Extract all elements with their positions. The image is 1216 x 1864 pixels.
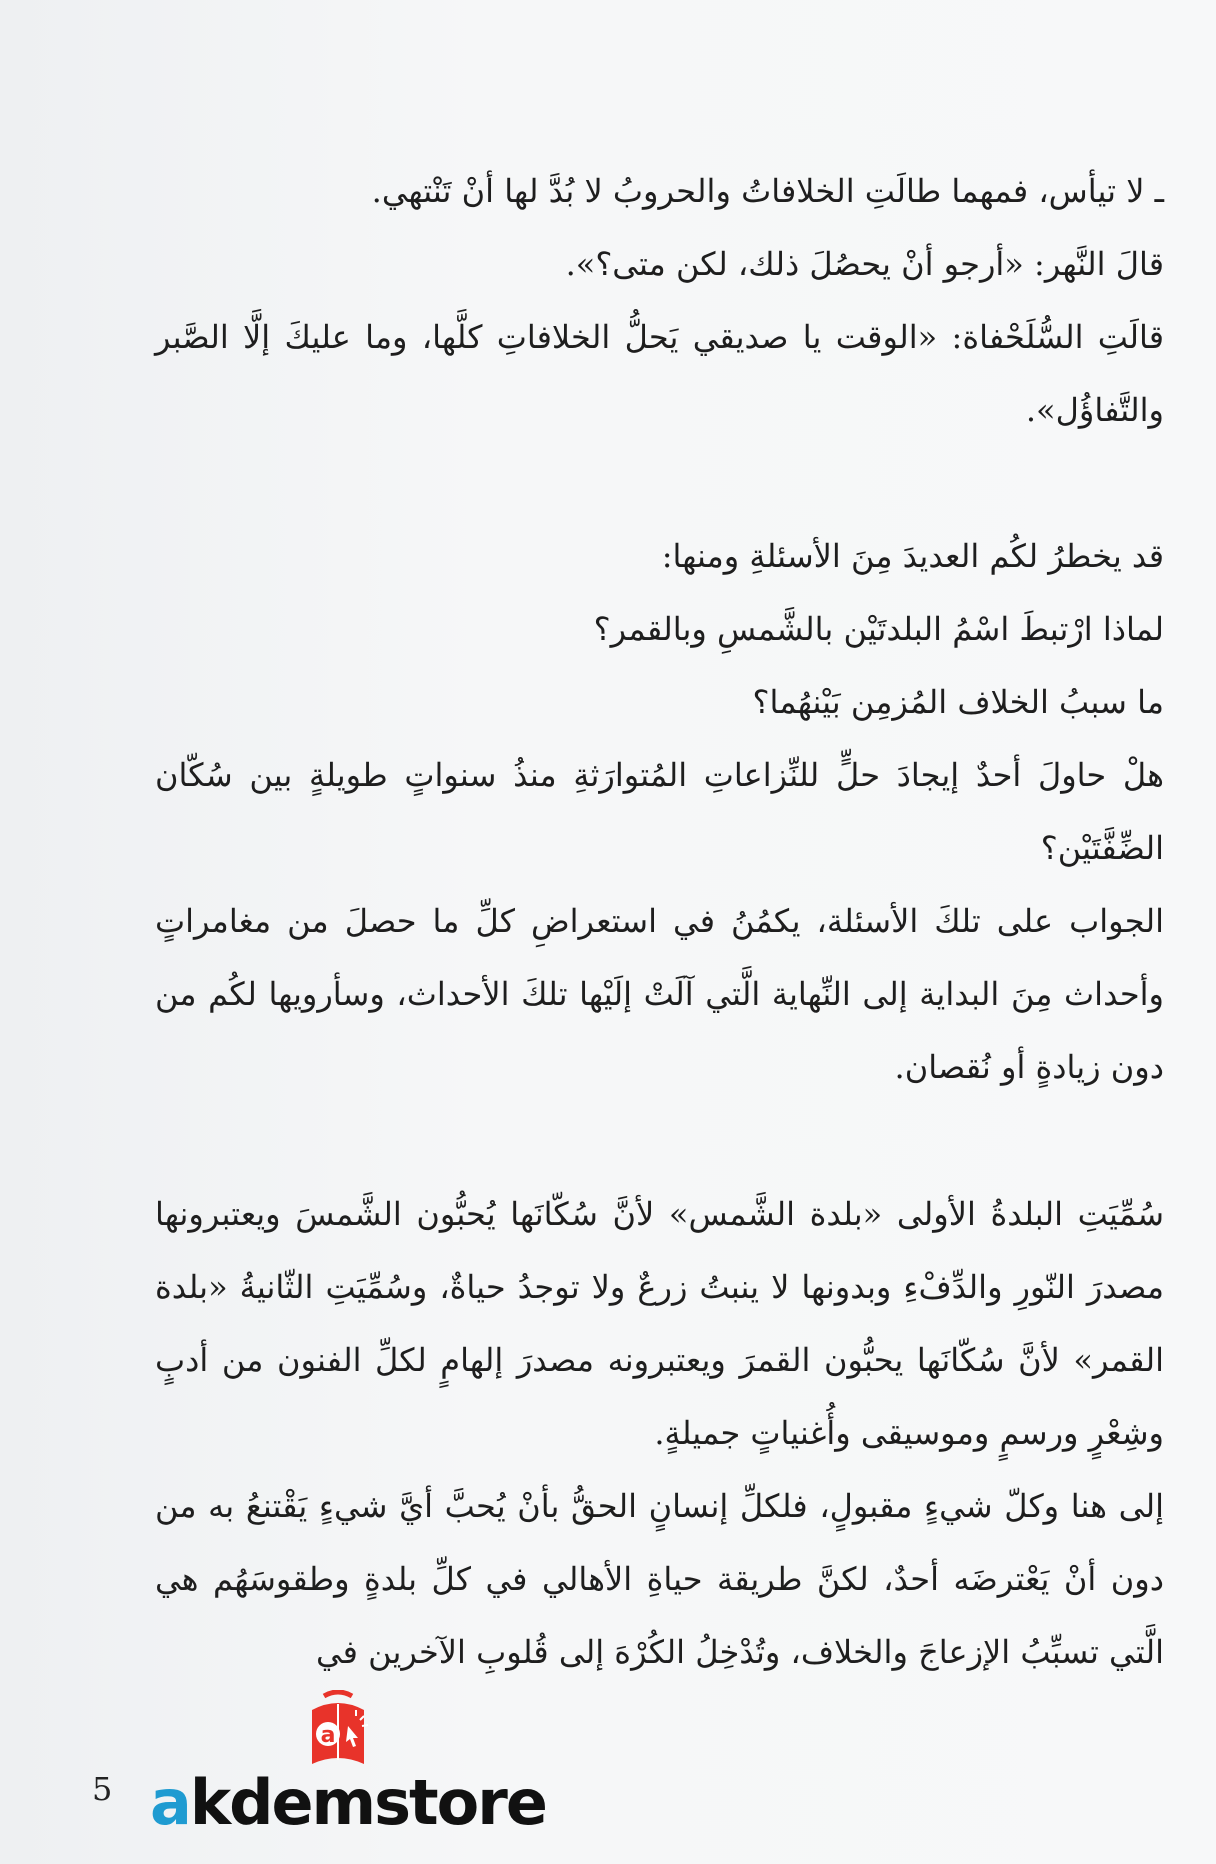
logo-wordmark (150, 1766, 546, 1839)
paragraph: إلى هنا وكلّ شيءٍ مقبولٍ، فلكلِّ إنسانٍ الحقُّ بأنْ يُحبَّ أيَّ شيءٍ يَقْتنعُ به من دون أنْ يَعْترضَه أحدٌ، لكنَّ طريقة حياةِ الأهالي في كلِّ بلدةٍ وطقوسَهُم هي الَّتي تسبِّبُ الإزعاجَ والخلاف، وتُدْخِلُ الكُرْهَ إلى قُلوبِ الآخرين في (155, 1487, 1164, 1671)
text-section-3 (155, 1178, 1164, 1689)
paragraph: ما سببُ الخلاف المُزمِن بَيْنهُما؟ (752, 683, 1164, 721)
paragraph: قد يخطرُ لكُم العديدَ مِنَ الأسئلةِ ومنها: (661, 537, 1164, 575)
badge-letter: a (320, 1723, 336, 1748)
paragraph: سُمِّيَتِ البلدةُ الأولى «بلدة الشَّمس» لأنَّ سُكّانَها يُحبُّون الشَّمسَ ويعتبرونها مصدرَ النّورِ والدِّفْءِ وبدونها لا ينبتُ زرعٌ ولا توجدُ حياةٌ، وسُمِّيَتِ الثّانيةُ «بلدة القمر» لأنَّ سُكّانَها يحبُّون القمرَ ويعتبرونه مصدرَ إلهامٍ لكلِّ الفنون من أدبٍ وشِعْرٍ ورسمٍ وموسيقى وأُغنياتٍ جميلةٍ. (155, 1195, 1165, 1452)
paragraph: قالَ النَّهر: «أرجو أنْ يحصُلَ ذلك، لكن متى؟». (565, 245, 1164, 283)
page-number: 5 (92, 1770, 113, 1808)
akdemstore-logo (150, 1690, 546, 1840)
text-section-1 (155, 155, 1164, 447)
paragraph: هلْ حاولَ أحدٌ إيجادَ حلٍّ للنِّزاعاتِ المُتوارَثةِ منذُ سنواتٍ طويلةٍ بين سُكّان الضِّفَّتَيْن؟ (155, 756, 1164, 867)
paragraph: لماذا ارْتبطَ اسْمُ البلدتَيْن بالشَّمسِ وبالقمر؟ (593, 610, 1164, 648)
logo-prefix: a (150, 1766, 190, 1839)
paragraph: قالَتِ السُّلَحْفاة: «الوقت يا صديقي يَحلُّ الخلافاتِ كلَّها، وما عليكَ إلَّا الصَّبر والتَّفاؤُل». (155, 318, 1165, 429)
paragraph: الجواب على تلكَ الأسئلة، يكمُنُ في استعراضِ كلِّ ما حصلَ من مغامراتٍ وأحداث مِنَ البداية إلى النِّهاية الَّتي آلَتْ إلَيْها تلكَ الأحداث، وسأرويها لكُم من دون زيادةٍ أو نُقصان. (155, 902, 1165, 1086)
book-badge-icon (298, 1690, 378, 1772)
logo-rest: kdemstore (189, 1766, 546, 1839)
text-section-2 (155, 520, 1164, 1104)
paragraph: ـ لا تيأس، فمهما طالَتِ الخلافاتُ والحروبُ لا بُدَّ لها أنْ تَنْتهي. (371, 172, 1164, 210)
